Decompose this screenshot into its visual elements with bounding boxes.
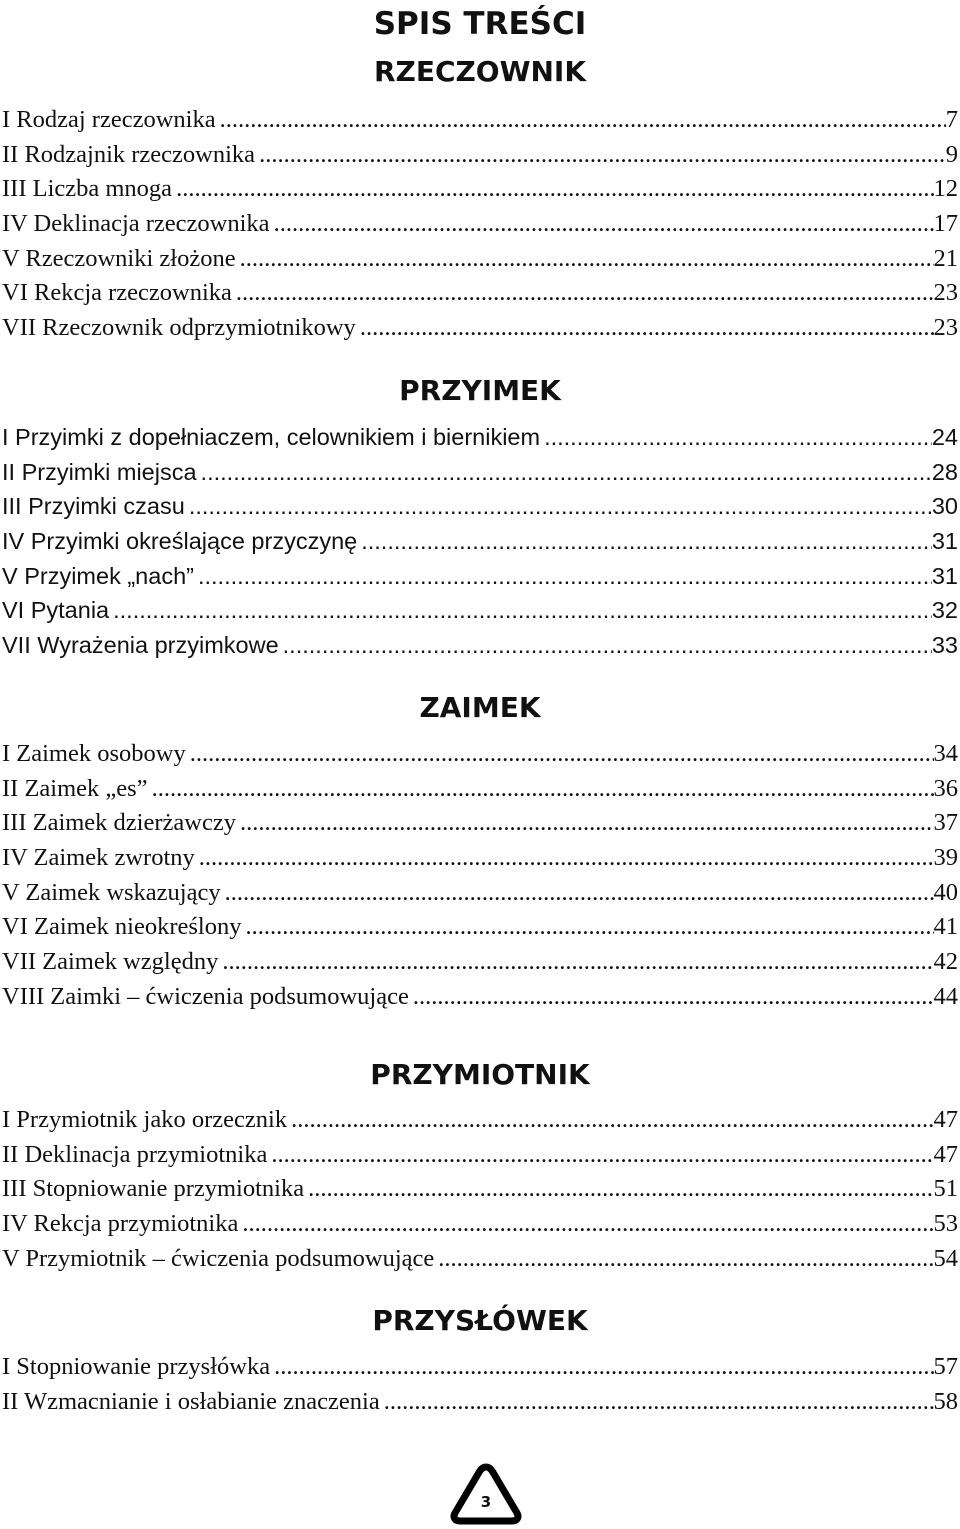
section-heading-przyslowek: PRZYSŁÓWEK — [372, 1304, 588, 1337]
toc-entry-label: VI Pytania — [2, 597, 110, 624]
toc-entry-page: 39 — [933, 844, 958, 872]
dot-leader — [544, 420, 932, 455]
toc-entry-label: VI Zaimek nieokreślony — [2, 913, 242, 941]
dot-leader — [240, 806, 934, 841]
toc-entry[interactable] — [0, 242, 960, 277]
toc-entry-page: 24 — [931, 424, 958, 450]
section-entries-rzeczownik — [0, 103, 960, 346]
toc-entry-page: 31 — [931, 528, 958, 555]
dot-leader — [190, 737, 934, 772]
toc-entry-label: I Przyimki z dopełniaczem, celownikiem i biernikiem — [2, 424, 541, 450]
toc-entry-page: 54 — [933, 1244, 958, 1272]
toc-entry[interactable] — [0, 103, 960, 138]
toc-entry-page: 57 — [933, 1353, 958, 1380]
dot-leader — [438, 1242, 933, 1277]
toc-entry[interactable] — [0, 138, 960, 173]
dot-leader — [225, 876, 934, 911]
toc-entry[interactable] — [0, 559, 960, 594]
dot-leader — [291, 1103, 933, 1138]
toc-entry-page: 12 — [933, 175, 958, 203]
toc-entry-label: VII Zaimek względny — [2, 948, 219, 976]
toc-entry-page: 23 — [933, 279, 958, 307]
section-entries-zaimek — [0, 737, 960, 1015]
dot-leader — [242, 1207, 933, 1242]
dot-leader — [413, 980, 934, 1015]
page-number-badge — [450, 1463, 522, 1525]
toc-entry[interactable] — [0, 455, 960, 490]
toc-entry-label: IV Zaimek zwrotny — [2, 844, 195, 872]
toc-entry-label: II Deklinacja przymiotnika — [2, 1140, 268, 1168]
dot-leader — [308, 1172, 933, 1207]
toc-entry-page: 34 — [933, 740, 958, 767]
toc-entry-page: 58 — [933, 1387, 958, 1415]
dot-leader — [198, 559, 932, 594]
toc-entry[interactable] — [0, 1207, 960, 1242]
toc-entry-label: II Rodzajnik rzeczownika — [2, 140, 256, 168]
toc-entry-page: 44 — [933, 982, 958, 1010]
toc-entry-label: VI Rekcja rzeczownika — [2, 279, 232, 307]
toc-entry-label: IV Przyimki określające przyczynę — [2, 528, 358, 555]
dot-leader — [152, 772, 934, 807]
toc-entry-page: 9 — [945, 140, 958, 168]
toc-entry-page: 37 — [933, 809, 958, 837]
toc-entry-label: II Zaimek „es” — [2, 774, 148, 802]
dot-leader — [199, 841, 934, 876]
toc-entry-page: 7 — [945, 106, 958, 133]
section-heading-przymiotnik: PRZYMIOTNIK — [370, 1058, 590, 1091]
toc-entry-page: 47 — [933, 1106, 958, 1133]
dot-leader — [271, 1138, 933, 1173]
toc-entry[interactable] — [0, 1172, 960, 1207]
toc-entry-label: V Zaimek wskazujący — [2, 878, 221, 906]
toc-entry[interactable] — [0, 593, 960, 628]
toc-entry-label: VII Wyrażenia przyimkowe — [2, 632, 279, 659]
toc-entry-label: II Przyimki miejsca — [2, 458, 197, 485]
toc-entry-page: 41 — [933, 913, 958, 941]
section-heading-zaimek: ZAIMEK — [419, 691, 541, 724]
toc-entry-page: 36 — [933, 774, 958, 802]
toc-entry-page: 42 — [933, 948, 958, 976]
toc-entry[interactable] — [0, 311, 960, 346]
dot-leader — [113, 593, 932, 628]
toc-entry-page: 23 — [933, 314, 958, 342]
toc-entry-label: V Przyimek „nach” — [2, 562, 194, 589]
toc-entry[interactable] — [0, 772, 960, 807]
toc-entry[interactable] — [0, 628, 960, 663]
toc-entry-label: III Przyimki czasu — [2, 493, 185, 520]
dot-leader — [283, 628, 932, 663]
toc-entry-page: 47 — [933, 1140, 958, 1168]
toc-entry[interactable] — [0, 207, 960, 242]
toc-title: SPIS TREŚCI — [373, 6, 587, 42]
toc-entry-label: VII Rzeczownik odprzymiotnikowy — [2, 314, 356, 342]
toc-entry-page: 53 — [933, 1210, 958, 1238]
toc-entry[interactable] — [0, 876, 960, 911]
toc-entry-page: 30 — [931, 493, 958, 520]
dot-leader — [176, 172, 933, 207]
toc-entry[interactable] — [0, 1103, 960, 1138]
toc-entry[interactable] — [0, 1350, 960, 1385]
toc-entry[interactable] — [0, 980, 960, 1015]
toc-entry-label: III Zaimek dzierżawczy — [2, 809, 236, 837]
toc-entry-page: 17 — [933, 210, 958, 238]
toc-entry-page: 28 — [931, 458, 958, 485]
dot-leader — [189, 489, 932, 524]
dot-leader — [201, 455, 932, 490]
toc-entry-page: 40 — [933, 878, 958, 906]
section-entries-przyslowek — [0, 1350, 960, 1419]
toc-entry-label: V Przymiotnik – ćwiczenia podsumowujące — [2, 1244, 435, 1272]
dot-leader — [360, 311, 934, 346]
dot-leader — [361, 524, 932, 559]
toc-entry-label: I Przymiotnik jako orzecznik — [2, 1106, 288, 1133]
toc-entry-label: I Rodzaj rzeczownika — [2, 106, 216, 133]
toc-entry-label: VIII Zaimki – ćwiczenia podsumowujące — [2, 982, 409, 1010]
section-entries-przymiotnik — [0, 1103, 960, 1276]
toc-entry[interactable] — [0, 420, 960, 455]
toc-entry-label: IV Rekcja przymiotnika — [2, 1210, 239, 1238]
section-heading-rzeczownik: RZECZOWNIK — [373, 55, 587, 88]
toc-entry-label: IV Deklinacja rzeczownika — [2, 210, 270, 238]
toc-entry-label: III Liczba mnoga — [2, 175, 173, 203]
dot-leader — [274, 1350, 933, 1385]
dot-leader — [274, 207, 934, 242]
dot-leader — [240, 242, 934, 277]
toc-entry[interactable] — [0, 524, 960, 559]
toc-entry[interactable] — [0, 737, 960, 772]
section-heading-przyimek: PRZYIMEK — [399, 374, 561, 407]
toc-entry[interactable] — [0, 806, 960, 841]
dot-leader — [220, 103, 946, 138]
toc-entry-label: III Stopniowanie przymiotnika — [2, 1175, 305, 1203]
toc-entry-label: V Rzeczowniki złożone — [2, 244, 236, 272]
dot-leader — [222, 945, 933, 980]
toc-entry[interactable] — [0, 489, 960, 524]
toc-entry-label: I Zaimek osobowy — [2, 740, 186, 767]
toc-entry-page: 21 — [933, 244, 958, 272]
toc-entry[interactable] — [0, 910, 960, 945]
dot-leader — [384, 1385, 934, 1420]
toc-entry[interactable] — [0, 172, 960, 207]
section-entries-przyimek — [0, 420, 960, 663]
page-number: 3 — [480, 1493, 492, 1511]
dot-leader — [236, 276, 934, 311]
toc-entry[interactable] — [0, 1385, 960, 1420]
toc-entry-page: 32 — [931, 597, 958, 624]
toc-entry[interactable] — [0, 1242, 960, 1277]
toc-entry[interactable] — [0, 276, 960, 311]
toc-entry[interactable] — [0, 945, 960, 980]
toc-entry[interactable] — [0, 1138, 960, 1173]
dot-leader — [246, 910, 934, 945]
toc-entry-page: 33 — [931, 632, 958, 659]
dot-leader — [259, 138, 946, 173]
toc-entry-label: II Wzmacnianie i osłabianie znaczenia — [2, 1387, 380, 1415]
toc-entry[interactable] — [0, 841, 960, 876]
toc-entry-page: 31 — [931, 562, 958, 589]
toc-entry-page: 51 — [933, 1175, 958, 1203]
toc-entry-label: I Stopniowanie przysłówka — [2, 1353, 271, 1380]
